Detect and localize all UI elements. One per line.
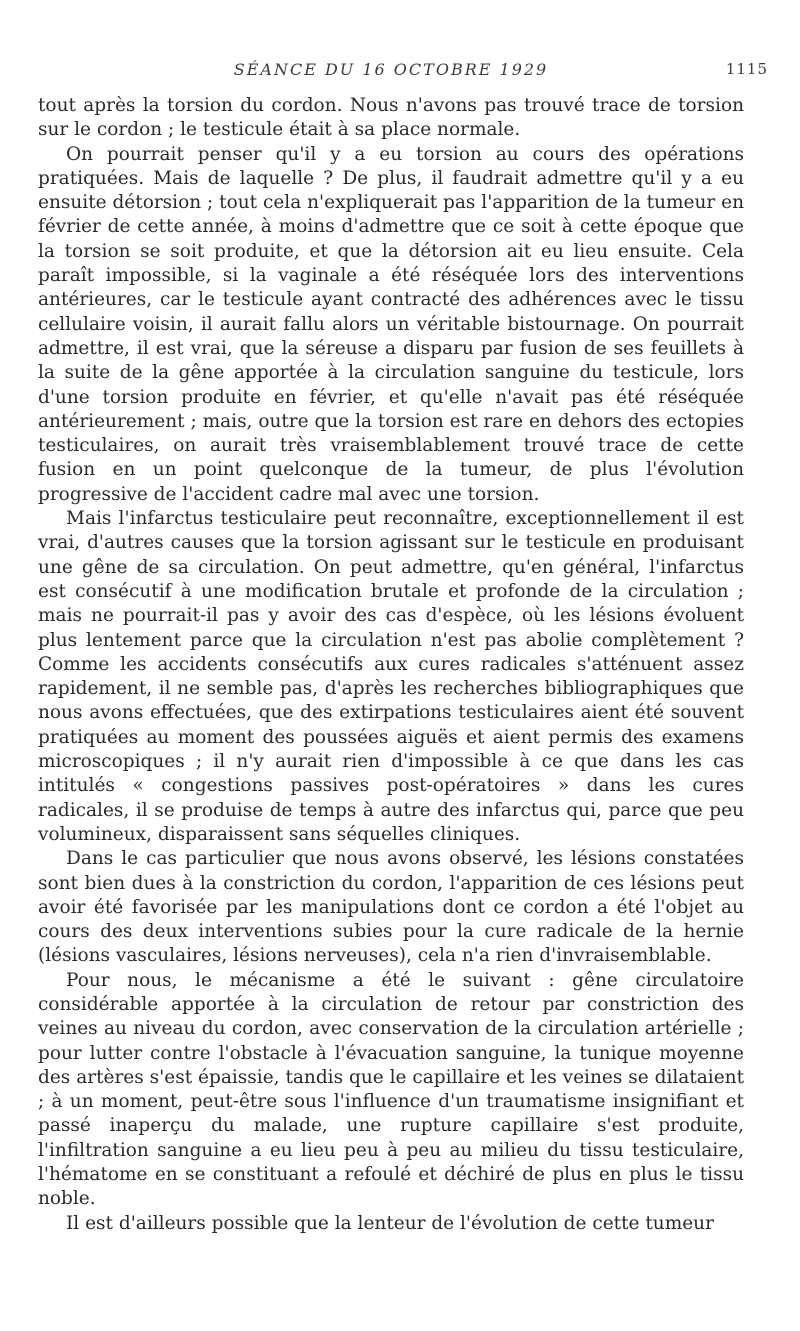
paragraph-1: tout après la torsion du cordon. Nous n'avons pas trouvé trace de torsion sur le cordon ; le testicule était à sa place normale. <box>38 95 744 141</box>
paragraph-6: Il est d'ailleurs possible que la lenteur de l'évolution de cette tumeur <box>66 1212 714 1234</box>
page-number: 1115 <box>725 60 768 78</box>
paragraph-4: Dans le cas particulier que nous avons observé, les lésions constatées sont bien dues à la constriction du cordon, l'apparition de ces lésions peut avoir été favorisée par les manipulations dont ce cordon a été l'objet au cours des deux interventions subies pour la cure radicale de la hernie (lésions vasculaires, lésions nerveuses), cela n'a rien d'invraisemblable. <box>38 848 744 967</box>
paragraph-3: Mais l'infarctus testiculaire peut reconnaître, exceptionnellement il est vrai, d'autres causes que la torsion agissant sur le testicule en produisant une gêne de sa circulation. On peut admettre, qu'en général, l'infarctus est consécutif à une modification brutale et profonde de la circulation ; mais ne pourrait-il pas y avoir des cas d'espèce, où les lésions évoluent plus lentement parce que la circulation n'est pas abolie complètement ? Comme les accidents consécutifs aux cures radicales s'atténuent assez rapidement, il ne semble pas, d'après les recherches bibliographiques que nous avons effectuées, que des extirpations testiculaires aient été souvent pratiquées au moment des poussées aiguës et aient permis des examens microscopiques ; il n'y aurait rien d'impossible à ce que dans les cas intitulés « congestions passives post-opératoires » dans les cures radicales, il se produise de temps à autre des infarctus qui, parce que peu volumineux, disparaissent sans séquelles cliniques. <box>38 508 744 845</box>
paragraph-2: On pourrait penser qu'il y a eu torsion au cours des opérations pratiquées. Mais de laquelle ? De plus, il faudrait admettre qu'il y a eu ensuite détorsion ; tout cela n'expliquerait pas l'apparition de la tumeur en février de cette année, à moins d'admettre que ce soit à cette époque que la torsion se soit produite, et que la détorsion ait eu lieu ensuite. Cela paraît impossible, si la vaginale a été réséquée lors des interventions antérieures, car le testicule ayant contracté des adhérences avec le tissu cellulaire voisin, il aurait fallu alors un véritable bistournage. On pourrait admettre, il est vrai, que la séreuse a disparu par fusion de ses feuillets à la suite de la gêne apportée à la circulation sanguine du testicule, lors d'une torsion produite en février, et qu'elle n'avait pas été réséquée antérieurement ; mais, outre que la torsion est rare en dehors des ectopies testiculaires, on aurait très vraisemblablement trouvé trace de cette fusion en un point quelconque de la tumeur, de plus l'évolution progressive de l'accident cadre mal avec une torsion. <box>38 143 745 505</box>
body-text <box>38 94 744 1236</box>
paragraph-5: Pour nous, le mécanisme a été le suivant : gêne circulatoire considérable apportée à la circulation de retour par constriction des veines au niveau du cordon, avec conservation de la circulation artérielle ; pour lutter contre l'obstacle à l'évacuation sanguine, la tunique moyenne des artères s'est épaissie, tandis que le capillaire et les veines se dilataient ; à un moment, peut-être sous l'influence d'un traumatisme insignifiant et passé inaperçu du malade, une rupture capillaire s'est produite, l'infiltration sanguine a eu lieu peu à peu au milieu du tissu testiculaire, l'hématome en se constituant a refoulé et déchiré de plus en plus le tissu noble. <box>38 969 744 1210</box>
running-title: SÉANCE DU 16 OCTOBRE 1929 <box>233 60 549 79</box>
running-head <box>38 60 768 82</box>
